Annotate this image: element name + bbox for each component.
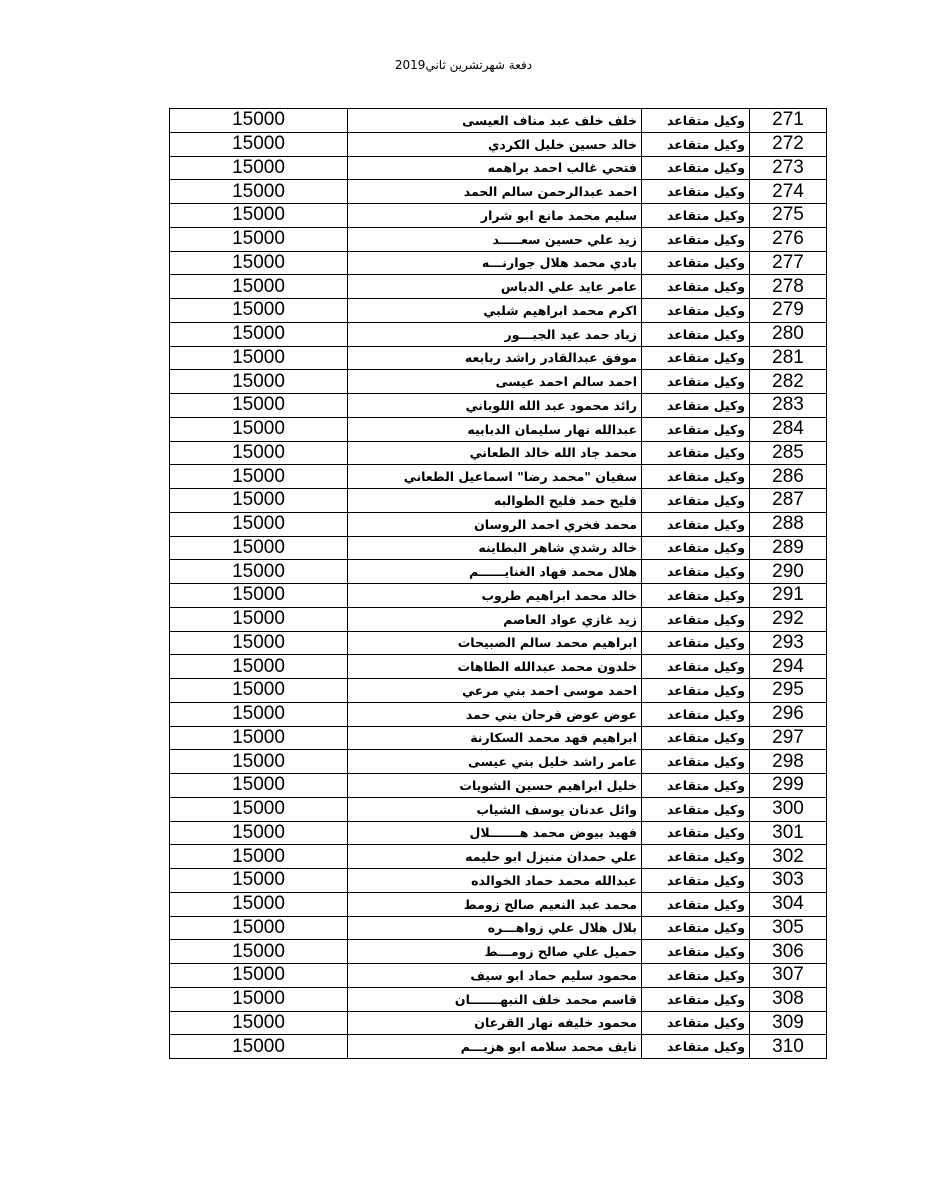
table-row [170, 940, 827, 964]
rank-cell: وكيل متقاعد [642, 750, 750, 774]
serial-number-cell: 281 [750, 346, 827, 370]
serial-number-cell: 278 [750, 275, 827, 299]
amount-cell: 15000 [170, 322, 348, 346]
table-row [170, 679, 827, 703]
table-row [170, 275, 827, 299]
table-row [170, 132, 827, 156]
amount-cell: 15000 [170, 156, 348, 180]
table-row [170, 299, 827, 323]
table-row [170, 109, 827, 133]
serial-number-cell: 295 [750, 679, 827, 703]
rank-cell: وكيل متقاعد [642, 370, 750, 394]
amount-cell: 15000 [170, 1035, 348, 1059]
table-row [170, 1035, 827, 1059]
table-row [170, 607, 827, 631]
rank-cell: وكيل متقاعد [642, 1035, 750, 1059]
serial-number-cell: 303 [750, 869, 827, 893]
name-cell: نايف محمد سلامه ابو هزيـــم [348, 1035, 642, 1059]
amount-cell: 15000 [170, 607, 348, 631]
rank-cell: وكيل متقاعد [642, 964, 750, 988]
rank-cell: وكيل متقاعد [642, 132, 750, 156]
serial-number-cell: 273 [750, 156, 827, 180]
table-row [170, 441, 827, 465]
rank-cell: وكيل متقاعد [642, 631, 750, 655]
serial-number-cell: 306 [750, 940, 827, 964]
table-row [170, 512, 827, 536]
rank-cell: وكيل متقاعد [642, 180, 750, 204]
name-cell: موفق عبدالقادر راشد ربابعه [348, 346, 642, 370]
name-cell: عامر راشد خليل بني عيسى [348, 750, 642, 774]
amount-cell: 15000 [170, 370, 348, 394]
table-row [170, 560, 827, 584]
serial-number-cell: 297 [750, 726, 827, 750]
serial-number-cell: 279 [750, 299, 827, 323]
serial-number-cell: 289 [750, 536, 827, 560]
rank-cell: وكيل متقاعد [642, 560, 750, 584]
rank-cell: وكيل متقاعد [642, 156, 750, 180]
serial-number-cell: 290 [750, 560, 827, 584]
rank-cell: وكيل متقاعد [642, 1011, 750, 1035]
name-cell: قاسم محمد خلف النبهـــــــان [348, 987, 642, 1011]
table-row [170, 156, 827, 180]
rank-cell: وكيل متقاعد [642, 726, 750, 750]
serial-number-cell: 287 [750, 489, 827, 513]
name-cell: رائد محمود عبد الله اللوباني [348, 394, 642, 418]
rank-cell: وكيل متقاعد [642, 607, 750, 631]
amount-cell: 15000 [170, 655, 348, 679]
name-cell: احمد موسى احمد بني مرعي [348, 679, 642, 703]
name-cell: ابراهيم فهد محمد السكارنة [348, 726, 642, 750]
table-row [170, 987, 827, 1011]
name-cell: خالد محمد ابراهيم طروب [348, 584, 642, 608]
rank-cell: وكيل متقاعد [642, 275, 750, 299]
table-row [170, 750, 827, 774]
table-row [170, 251, 827, 275]
amount-cell: 15000 [170, 987, 348, 1011]
rank-cell: وكيل متقاعد [642, 987, 750, 1011]
amount-cell: 15000 [170, 536, 348, 560]
rank-cell: وكيل متقاعد [642, 441, 750, 465]
rank-cell: وكيل متقاعد [642, 584, 750, 608]
rank-cell: وكيل متقاعد [642, 655, 750, 679]
amount-cell: 15000 [170, 774, 348, 798]
page-title: دفعة شهرتشرين ثاني2019 [394, 58, 533, 72]
name-cell: خلف خلف عبد مناف العيسى [348, 109, 642, 133]
table-row [170, 726, 827, 750]
name-cell: محمود خليفه نهار القرعان [348, 1011, 642, 1035]
table-row [170, 821, 827, 845]
name-cell: حميل علي صالح زومـــط [348, 940, 642, 964]
serial-number-cell: 288 [750, 512, 827, 536]
serial-number-cell: 302 [750, 845, 827, 869]
amount-cell: 15000 [170, 679, 348, 703]
table-row [170, 489, 827, 513]
payment-table [169, 108, 827, 1059]
amount-cell: 15000 [170, 916, 348, 940]
table-row [170, 180, 827, 204]
table-row [170, 655, 827, 679]
name-cell: بلال هلال علي زواهـــره [348, 916, 642, 940]
name-cell: خلدون محمد عبدالله الطاهات [348, 655, 642, 679]
rank-cell: وكيل متقاعد [642, 299, 750, 323]
amount-cell: 15000 [170, 750, 348, 774]
name-cell: عامر عايد علي الدباس [348, 275, 642, 299]
serial-number-cell: 304 [750, 892, 827, 916]
rank-cell: وكيل متقاعد [642, 109, 750, 133]
serial-number-cell: 285 [750, 441, 827, 465]
amount-cell: 15000 [170, 869, 348, 893]
rank-cell: وكيل متقاعد [642, 465, 750, 489]
serial-number-cell: 292 [750, 607, 827, 631]
serial-number-cell: 294 [750, 655, 827, 679]
rank-cell: وكيل متقاعد [642, 821, 750, 845]
table-row [170, 797, 827, 821]
serial-number-cell: 305 [750, 916, 827, 940]
serial-number-cell: 310 [750, 1035, 827, 1059]
serial-number-cell: 284 [750, 417, 827, 441]
amount-cell: 15000 [170, 892, 348, 916]
amount-cell: 15000 [170, 821, 348, 845]
rank-cell: وكيل متقاعد [642, 845, 750, 869]
amount-cell: 15000 [170, 275, 348, 299]
table-row [170, 774, 827, 798]
amount-cell: 15000 [170, 489, 348, 513]
name-cell: علي حمدان منيزل ابو حليمه [348, 845, 642, 869]
rank-cell: وكيل متقاعد [642, 679, 750, 703]
name-cell: فهيد بيوض محمد هـــــــلال [348, 821, 642, 845]
name-cell: محمد جاد الله خالد الطعاني [348, 441, 642, 465]
name-cell: احمد عبدالرحمن سالم الحمد [348, 180, 642, 204]
amount-cell: 15000 [170, 441, 348, 465]
amount-cell: 15000 [170, 299, 348, 323]
name-cell: محمود سليم حماد ابو سيف [348, 964, 642, 988]
amount-cell: 15000 [170, 227, 348, 251]
rank-cell: وكيل متقاعد [642, 536, 750, 560]
amount-cell: 15000 [170, 109, 348, 133]
name-cell: اكرم محمد ابراهيم شلبي [348, 299, 642, 323]
amount-cell: 15000 [170, 797, 348, 821]
name-cell: زيد علي حسين سعـــــد [348, 227, 642, 251]
table-row [170, 536, 827, 560]
amount-cell: 15000 [170, 560, 348, 584]
name-cell: زياد حمد عيد الجبـــور [348, 322, 642, 346]
name-cell: عوض عوض فرحان بني حمد [348, 702, 642, 726]
table-row [170, 227, 827, 251]
serial-number-cell: 275 [750, 204, 827, 228]
table-row [170, 1011, 827, 1035]
amount-cell: 15000 [170, 726, 348, 750]
amount-cell: 15000 [170, 394, 348, 418]
serial-number-cell: 274 [750, 180, 827, 204]
amount-cell: 15000 [170, 465, 348, 489]
rank-cell: وكيل متقاعد [642, 251, 750, 275]
amount-cell: 15000 [170, 1011, 348, 1035]
rank-cell: وكيل متقاعد [642, 869, 750, 893]
rank-cell: وكيل متقاعد [642, 916, 750, 940]
table-row [170, 204, 827, 228]
name-cell: وائل عدنان يوسف الشياب [348, 797, 642, 821]
name-cell: سليم محمد مانع ابو شرار [348, 204, 642, 228]
serial-number-cell: 307 [750, 964, 827, 988]
name-cell: عبدالله نهار سليمان الدبابيه [348, 417, 642, 441]
table-row [170, 417, 827, 441]
amount-cell: 15000 [170, 180, 348, 204]
serial-number-cell: 282 [750, 370, 827, 394]
rank-cell: وكيل متقاعد [642, 892, 750, 916]
serial-number-cell: 309 [750, 1011, 827, 1035]
amount-cell: 15000 [170, 417, 348, 441]
rank-cell: وكيل متقاعد [642, 346, 750, 370]
amount-cell: 15000 [170, 964, 348, 988]
rank-cell: وكيل متقاعد [642, 417, 750, 441]
name-cell: خالد رشدي شاهر البطاينه [348, 536, 642, 560]
rank-cell: وكيل متقاعد [642, 394, 750, 418]
name-cell: فليح حمد فليح الطوالبه [348, 489, 642, 513]
name-cell: زيد غازي عواد العاصم [348, 607, 642, 631]
name-cell: خليل ابراهيم حسين الشويات [348, 774, 642, 798]
table-row [170, 916, 827, 940]
amount-cell: 15000 [170, 845, 348, 869]
serial-number-cell: 299 [750, 774, 827, 798]
name-cell: محمد عبد النعيم صالح زومط [348, 892, 642, 916]
rank-cell: وكيل متقاعد [642, 797, 750, 821]
amount-cell: 15000 [170, 940, 348, 964]
serial-number-cell: 296 [750, 702, 827, 726]
rank-cell: وكيل متقاعد [642, 204, 750, 228]
table-row [170, 584, 827, 608]
serial-number-cell: 300 [750, 797, 827, 821]
table-row [170, 892, 827, 916]
serial-number-cell: 298 [750, 750, 827, 774]
serial-number-cell: 301 [750, 821, 827, 845]
amount-cell: 15000 [170, 702, 348, 726]
serial-number-cell: 286 [750, 465, 827, 489]
name-cell: بادي محمد هلال جوارنـــه [348, 251, 642, 275]
table-row [170, 964, 827, 988]
amount-cell: 15000 [170, 132, 348, 156]
table-body [170, 109, 827, 1059]
table-row [170, 322, 827, 346]
table-row [170, 465, 827, 489]
table-row [170, 869, 827, 893]
amount-cell: 15000 [170, 251, 348, 275]
amount-cell: 15000 [170, 204, 348, 228]
name-cell: هلال محمد فهاد الغنايــــــم [348, 560, 642, 584]
name-cell: خالد حسين خليل الكردي [348, 132, 642, 156]
name-cell: محمد فخري احمد الروسان [348, 512, 642, 536]
serial-number-cell: 293 [750, 631, 827, 655]
name-cell: سفيان "محمد رضا" اسماعيل الطعاني [348, 465, 642, 489]
table-row [170, 346, 827, 370]
table-row [170, 845, 827, 869]
amount-cell: 15000 [170, 584, 348, 608]
rank-cell: وكيل متقاعد [642, 489, 750, 513]
serial-number-cell: 280 [750, 322, 827, 346]
serial-number-cell: 283 [750, 394, 827, 418]
rank-cell: وكيل متقاعد [642, 940, 750, 964]
name-cell: احمد سالم احمد عيسى [348, 370, 642, 394]
name-cell: عبدالله محمد حماد الخوالده [348, 869, 642, 893]
name-cell: ابراهيم محمد سالم الصبيحات [348, 631, 642, 655]
table-row [170, 394, 827, 418]
name-cell: فتحي غالب احمد براهمه [348, 156, 642, 180]
rank-cell: وكيل متقاعد [642, 322, 750, 346]
amount-cell: 15000 [170, 631, 348, 655]
serial-number-cell: 277 [750, 251, 827, 275]
rank-cell: وكيل متقاعد [642, 774, 750, 798]
rank-cell: وكيل متقاعد [642, 227, 750, 251]
serial-number-cell: 271 [750, 109, 827, 133]
rank-cell: وكيل متقاعد [642, 702, 750, 726]
rank-cell: وكيل متقاعد [642, 512, 750, 536]
serial-number-cell: 291 [750, 584, 827, 608]
serial-number-cell: 272 [750, 132, 827, 156]
table-row [170, 631, 827, 655]
amount-cell: 15000 [170, 346, 348, 370]
amount-cell: 15000 [170, 512, 348, 536]
serial-number-cell: 308 [750, 987, 827, 1011]
table-row [170, 702, 827, 726]
serial-number-cell: 276 [750, 227, 827, 251]
table-row [170, 370, 827, 394]
